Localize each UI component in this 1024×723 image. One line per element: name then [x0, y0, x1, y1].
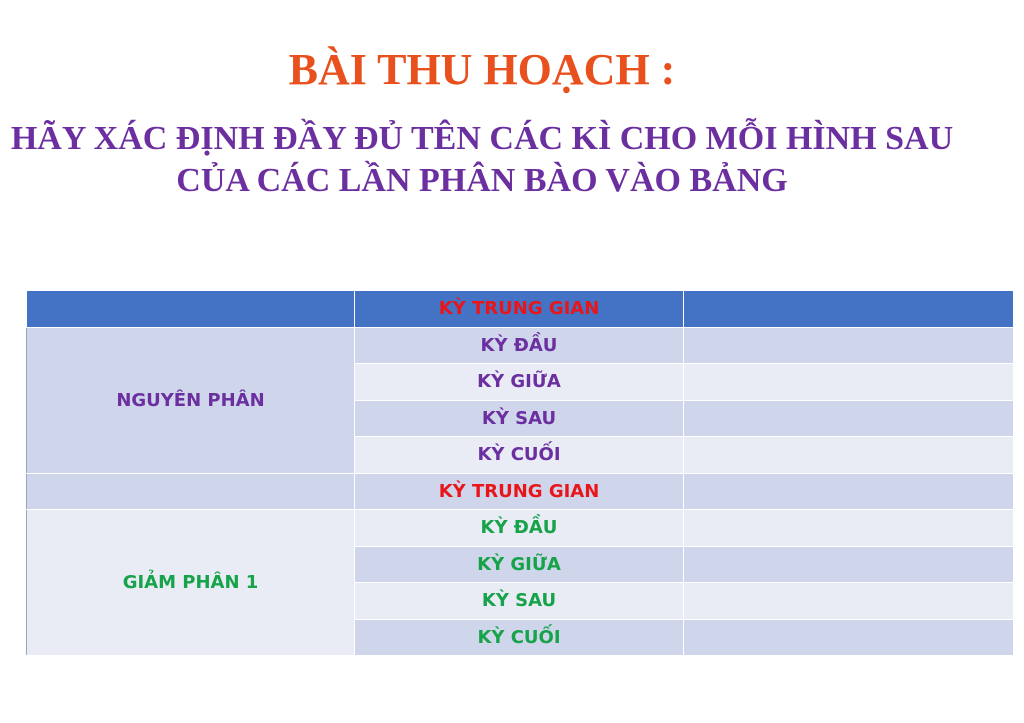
answer-cell[interactable] [684, 437, 1014, 474]
table-row [27, 473, 1014, 510]
header-answer-cell [684, 291, 1014, 328]
mitosis-phase-cell: KỲ GIỮA [355, 364, 684, 401]
header-interphase-cell: KỲ TRUNG GIAN [355, 291, 684, 328]
mitosis-phase-cell: KỲ ĐẦU [355, 327, 684, 364]
table-row [27, 327, 1014, 364]
phase-table [26, 290, 1014, 656]
answer-cell[interactable] [684, 619, 1014, 656]
answer-cell[interactable] [684, 327, 1014, 364]
meiosis-phase-cell: KỲ CUỐI [355, 619, 684, 656]
answer-cell[interactable] [684, 510, 1014, 547]
answer-cell[interactable] [684, 364, 1014, 401]
interphase-empty-cell [27, 473, 355, 510]
answer-cell[interactable] [684, 473, 1014, 510]
mitosis-label-cell: NGUYÊN PHÂN [27, 327, 355, 473]
meiosis-phase-cell: KỲ ĐẦU [355, 510, 684, 547]
mitosis-phase-cell: KỲ SAU [355, 400, 684, 437]
table-row [27, 510, 1014, 547]
answer-cell[interactable] [684, 400, 1014, 437]
instruction-text [0, 118, 984, 202]
meiosis-phase-cell: KỲ SAU [355, 583, 684, 620]
answer-cell[interactable] [684, 546, 1014, 583]
answer-cell[interactable] [684, 583, 1014, 620]
instruction-line-1: HÃY XÁC ĐỊNH ĐẦY ĐỦ TÊN CÁC KÌ CHO MỖI HÌNH SAU [10, 120, 954, 157]
meiosis-phase-cell: KỲ GIỮA [355, 546, 684, 583]
table-header-row [27, 291, 1014, 328]
page-title: BÀI THU HOẠCH : [288, 45, 676, 94]
meiosis-label-cell: GIẢM PHÂN 1 [27, 510, 355, 656]
interphase-cell: KỲ TRUNG GIAN [355, 473, 684, 510]
mitosis-phase-cell: KỲ CUỐI [355, 437, 684, 474]
header-empty-cell [27, 291, 355, 328]
instruction-line-2: CỦA CÁC LẦN PHÂN BÀO VÀO BẢNG [176, 162, 788, 199]
